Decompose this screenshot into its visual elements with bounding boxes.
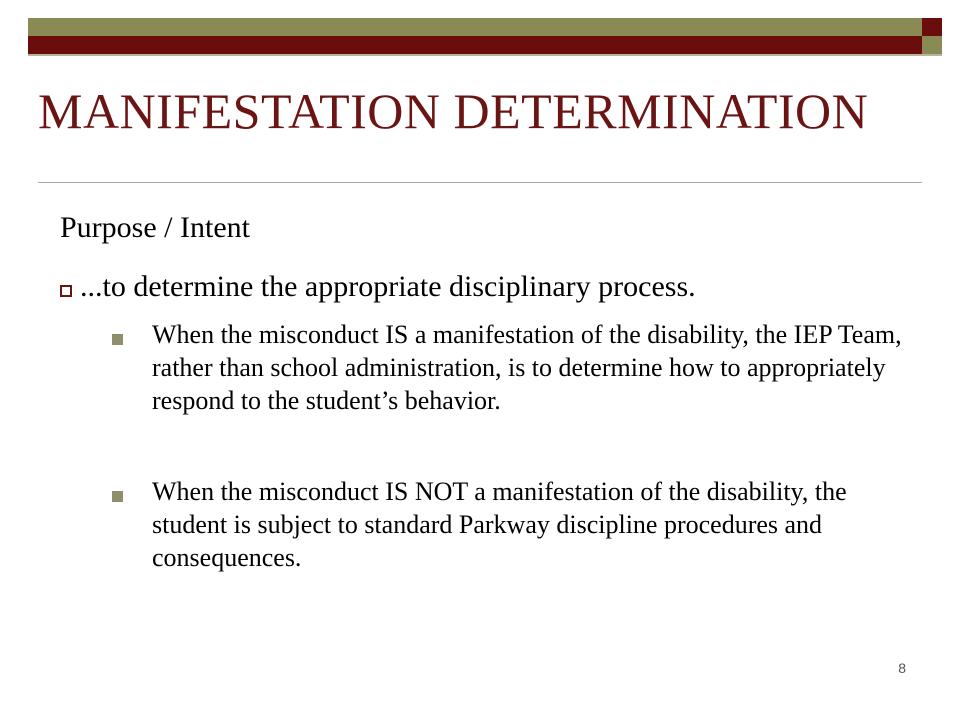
banner-olive-stripe — [28, 18, 922, 36]
sub-bullet-text: When the misconduct IS NOT a manifestation of the disability, the student is subject to standard Parkway discipline procedures and consequences. — [152, 477, 847, 572]
square-bullet-icon — [112, 334, 123, 345]
page-number: 8 — [898, 660, 906, 676]
banner-underline — [28, 54, 942, 56]
bullet-text: ...to determine the appropriate disciplinary process. — [80, 270, 696, 303]
square-bullet-icon — [112, 491, 123, 502]
slide-title: MANIFESTATION DETERMINATION — [38, 83, 869, 139]
title-divider — [38, 182, 922, 183]
banner-maroon-stripe — [28, 36, 922, 54]
section-heading: Purpose / Intent — [60, 211, 250, 244]
hollow-square-bullet-icon — [60, 285, 72, 297]
banner-corner-olive — [922, 36, 942, 54]
sub-bullet-text: When the misconduct IS a manifestation of the disability, the IEP Team, rather than school administration, is to determine how to appropriately respond to the student’s behavior. — [152, 320, 902, 415]
banner-corner-maroon — [922, 18, 942, 36]
